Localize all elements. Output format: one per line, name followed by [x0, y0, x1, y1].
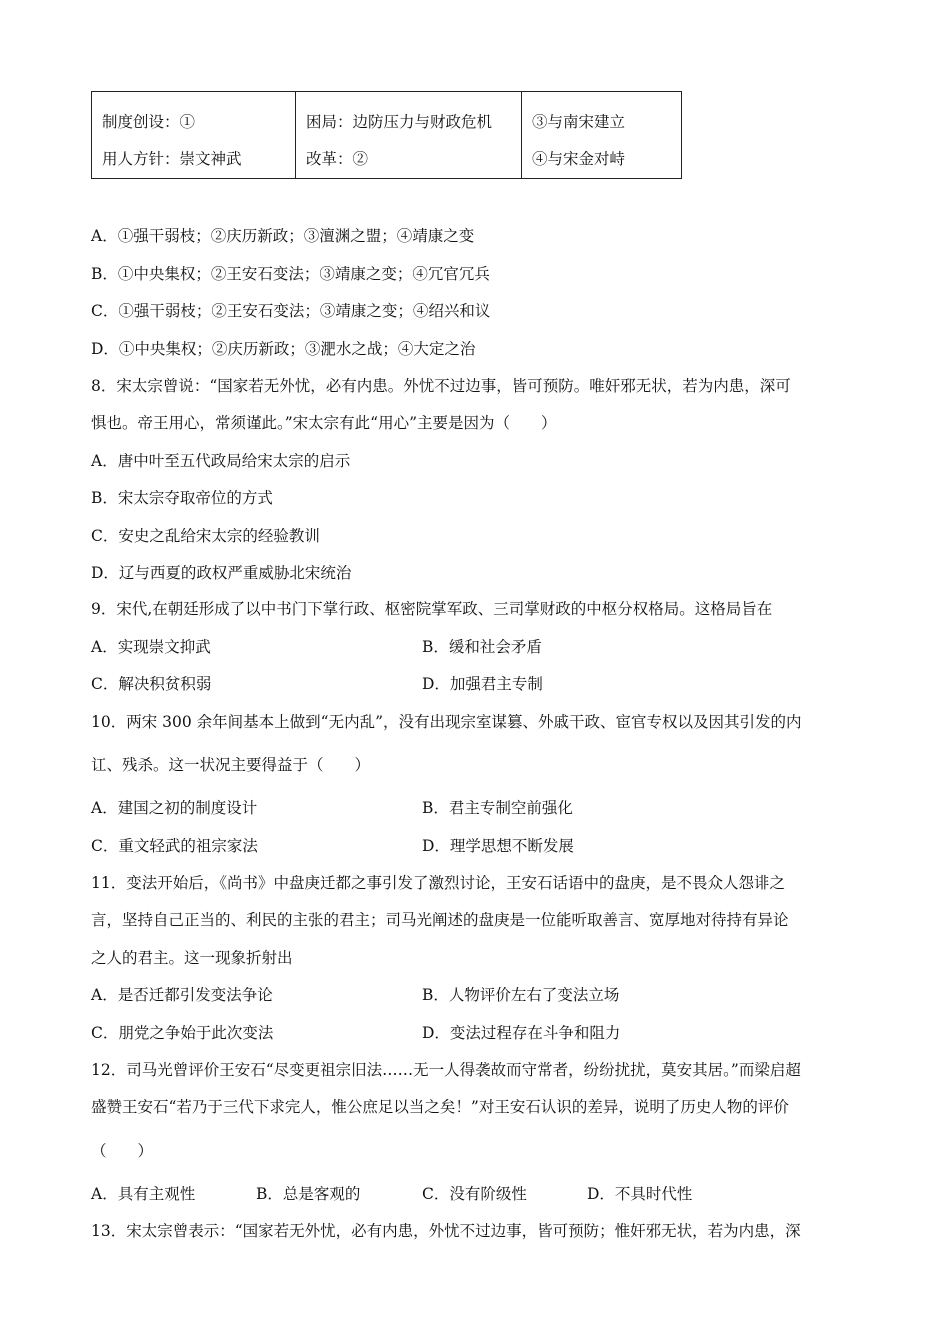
q7-option-b[interactable]: B．①中央集权；②王安石变法；③靖康之变；④冗官冗兵 — [91, 265, 490, 283]
q11-stem-line-3: 之人的君主。这一现象折射出 — [91, 949, 293, 967]
q11-stem-line-2: 言，坚持自己正当的、利民的主张的君主；司马光阐述的盘庚是一位能听取善言、宽厚地对待持有异论 — [91, 911, 789, 929]
q9-stem-line-1: 9．宋代,在朝廷形成了以中书门下掌行政、枢密院掌军政、三司掌财政的中枢分权格局。这格局旨在 — [91, 600, 773, 618]
q12-stem-line-2: 盛赞王安石“若乃于三代下求完人，惟公庶足以当之矣！”对王安石认识的差异，说明了历史人物的评价 — [91, 1098, 789, 1116]
q7-option-d[interactable]: D．①中央集权；②庆历新政；③淝水之战；④大定之治 — [91, 340, 476, 358]
q9-option-b[interactable]: B．缓和社会矛盾 — [422, 638, 542, 656]
q7-option-c[interactable]: C．①强干弱枝；②王安石变法；③靖康之变；④绍兴和议 — [91, 302, 491, 320]
q12-option-c[interactable]: C．没有阶级性 — [422, 1185, 527, 1203]
q10-option-d[interactable]: D．理学思想不断发展 — [422, 837, 574, 855]
q12-option-d[interactable]: D．不具时代性 — [587, 1185, 693, 1203]
q8-stem-line-1: 8．宋太宗曾说：“国家若无外忧，必有内患。外忧不过边事，皆可预防。唯奸邪无状，若为内患，深可 — [91, 377, 791, 395]
q13-stem-line-1: 13．宋太宗曾表示：“国家若无外忧，必有内患，外忧不过边事，皆可预防；惟奸邪无状，若为内患，深 — [91, 1222, 801, 1240]
table-cell-institutions — [92, 92, 296, 179]
reform-table — [91, 91, 682, 179]
table-text: 困局：边防压力与财政危机 — [306, 113, 493, 131]
q11-option-d[interactable]: D．变法过程存在斗争和阻力 — [422, 1024, 621, 1042]
q10-stem-line-1: 10．两宋 300 余年间基本上做到“无内乱”，没有出现宗室谋篡、外戚干政、宦官专权以及因其引发的内 — [91, 713, 802, 731]
q8-option-d[interactable]: D．辽与西夏的政权严重威胁北宋统治 — [91, 564, 352, 582]
q10-option-c[interactable]: C．重文轻武的祖宗家法 — [91, 837, 258, 855]
table-text: 制度创设：① — [102, 113, 196, 131]
table-cell-reform — [296, 92, 522, 179]
table-text: ③与南宋建立 — [532, 113, 626, 131]
table-text: 改革：② — [306, 150, 369, 168]
q12-option-a[interactable]: A．具有主观性 — [91, 1185, 196, 1203]
table-text: ④与宋金对峙 — [532, 150, 626, 168]
q11-option-c[interactable]: C．朋党之争始于此次变法 — [91, 1024, 274, 1042]
q10-option-b[interactable]: B．君主专制空前强化 — [422, 799, 573, 817]
q11-option-b[interactable]: B．人物评价左右了变法立场 — [422, 986, 620, 1004]
q8-stem-line-2: 惧也。帝王用心，常须谨此。”宋太宗有此“用心”主要是因为（ ） — [91, 414, 557, 432]
q9-option-c[interactable]: C．解决积贫积弱 — [91, 675, 212, 693]
q12-stem-line-3: （ ） — [91, 1142, 154, 1160]
q12-option-b[interactable]: B．总是客观的 — [256, 1185, 361, 1203]
q11-stem-line-1: 11．变法开始后，《尚书》中盘庚迁都之事引发了激烈讨论，王安石话语中的盘庚，是不畏众人怨诽之 — [91, 874, 785, 892]
table-text: 用人方针：崇文神武 — [102, 150, 242, 168]
q8-option-c[interactable]: C．安史之乱给宋太宗的经验教训 — [91, 527, 320, 545]
table-cell-events — [522, 92, 682, 179]
q9-option-d[interactable]: D．加强君主专制 — [422, 675, 543, 693]
q8-option-b[interactable]: B．宋太宗夺取帝位的方式 — [91, 489, 273, 507]
q8-option-a[interactable]: A．唐中叶至五代政局给宋太宗的启示 — [91, 452, 351, 470]
q12-stem-line-1: 12．司马光曾评价王安石“尽变更祖宗旧法……无一人得袭故而守常者，纷纷扰扰，莫安其居。”而梁启超 — [91, 1061, 801, 1079]
q11-option-a[interactable]: A．是否迁都引发变法争论 — [91, 986, 273, 1004]
q10-stem-line-2: 讧、残杀。这一状况主要得益于（ ） — [91, 756, 371, 774]
q10-option-a[interactable]: A．建国之初的制度设计 — [91, 799, 258, 817]
q9-option-a[interactable]: A．实现崇文抑武 — [91, 638, 211, 656]
q7-option-a[interactable]: A．①强干弱枝；②庆历新政；③澶渊之盟；④靖康之变 — [91, 227, 475, 245]
